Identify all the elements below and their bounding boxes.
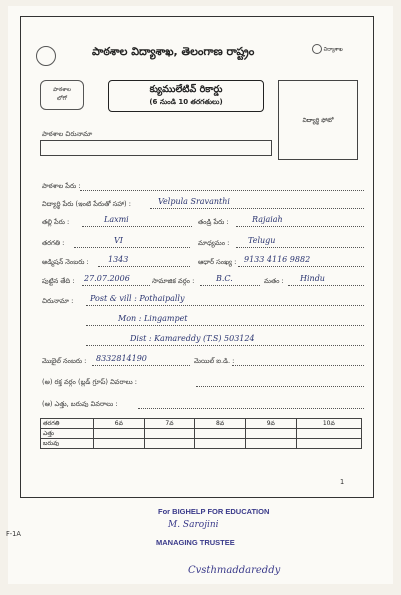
table-cell: [94, 429, 145, 439]
table-header-cell: 6వ: [94, 419, 145, 429]
school-logo-box: [40, 80, 84, 110]
emblem-icon: [312, 44, 322, 54]
social-category-label: సామాజిక వర్గం :: [152, 277, 195, 285]
school-name-label: పాఠశాల పేరు :: [42, 182, 81, 190]
stamp-designation: MANAGING TRUSTEE: [156, 538, 235, 547]
aadhaar-number-label: ఆధార్ సంఖ్య :: [198, 258, 237, 266]
table-cell: [296, 429, 361, 439]
record-title: క్యుములేటివ్ రికార్డు: [149, 84, 223, 95]
mobile-number-line: [92, 365, 190, 366]
religion-label: మతం :: [264, 277, 284, 285]
right-logo-text: విద్యాశాఖ: [323, 46, 343, 53]
social-category-value: B.C.: [216, 274, 233, 283]
student-name-value: Velpula Sravanthi: [158, 197, 230, 206]
medium-label: మాధ్యమం :: [198, 239, 230, 247]
table-row: [41, 429, 362, 439]
telangana-seal-icon: [36, 46, 56, 66]
address-value-3: Dist : Kamareddy (T.S) 503124: [130, 334, 255, 343]
form-code: F-1A: [6, 530, 21, 538]
mobile-number-value: 8332814190: [96, 354, 147, 363]
logo-label-logo: లోగో: [56, 96, 68, 102]
table-cell: [144, 439, 195, 449]
table-header-cell: 8వ: [195, 419, 246, 429]
email-id-label: మెయిల్ ఐ.డి. :: [194, 357, 235, 365]
table-cell: [195, 439, 246, 449]
record-subtitle: (6 నుండి 10 తరగతులు): [149, 98, 223, 106]
student-photo-box: [278, 80, 358, 160]
table-header-cell: 9వ: [245, 419, 296, 429]
mother-name-value: Laxmi: [104, 215, 129, 224]
table-header-cell: 7వ: [144, 419, 195, 429]
photo-label: విద్యార్థి ఫోటో: [302, 117, 334, 124]
address-value-1: Post & vill : Pothaipally: [90, 294, 185, 303]
admission-number-label: అడ్మిషన్ నెంబరు :: [42, 258, 89, 266]
student-name-line: [150, 208, 364, 209]
table-cell: [245, 439, 296, 449]
admission-number-value: 1343: [108, 255, 129, 264]
medium-value: Telugu: [248, 236, 276, 245]
father-name-label: తండ్రి పేరు :: [198, 218, 229, 226]
religion-line: [288, 285, 364, 286]
blood-group-label: (అ) రక్త వర్గం (బ్లడ్ గ్రూప్) వివరాలు :: [42, 378, 137, 386]
title-box: [108, 80, 264, 112]
date-of-birth-value: 27.07.2006: [84, 274, 130, 283]
table-header-cell: 10వ: [296, 419, 361, 429]
table-row-weight-label: బరువు: [41, 439, 94, 449]
trustee-signature: M. Sarojini: [168, 520, 219, 530]
father-name-value: Rajaiah: [252, 215, 283, 224]
class-value: VI: [114, 236, 123, 245]
table-row-height-label: ఎత్తు: [41, 429, 94, 439]
address-line-1: [86, 305, 364, 306]
address-value-2: Mon : Lingampet: [118, 314, 188, 323]
table-cell: [296, 439, 361, 449]
page-number: 1: [340, 478, 345, 486]
school-name-line: [80, 190, 364, 191]
mobile-number-label: మొబైల్ నంబరు :: [42, 357, 87, 365]
aadhaar-number-line: [238, 266, 364, 267]
medium-line: [236, 247, 364, 248]
height-weight-line: [138, 408, 364, 409]
date-of-birth-label: పుట్టిన తేది :: [42, 277, 75, 285]
stamp-organization: For BIGHELP FOR EDUCATION: [158, 507, 270, 516]
address-line-2: [86, 325, 364, 326]
class-label: తరగతి :: [42, 239, 65, 247]
social-category-line: [200, 285, 260, 286]
father-name-line: [236, 226, 364, 227]
email-id-line: [232, 365, 364, 366]
date-of-birth-line: [82, 285, 150, 286]
table-header-class: తరగతి: [41, 419, 94, 429]
address-line-3: [86, 345, 364, 346]
height-weight-label: (ఆ) ఎత్తు, బరువు వివరాలు :: [42, 400, 118, 408]
blood-group-line: [196, 386, 364, 387]
school-address-box: [40, 140, 272, 156]
mother-name-line: [82, 226, 192, 227]
class-line: [74, 247, 190, 248]
school-address-label: పాఠశాల చిరునామా: [42, 130, 93, 138]
table-row: [41, 439, 362, 449]
table-header-row: [41, 419, 362, 429]
logo-label-school: పాఠశాల: [53, 87, 71, 93]
bottom-signature: Cvsthmaddareddy: [188, 565, 281, 576]
height-weight-table: [40, 418, 362, 449]
table-cell: [94, 439, 145, 449]
table-cell: [144, 429, 195, 439]
religion-value: Hindu: [300, 274, 325, 283]
table-cell: [195, 429, 246, 439]
aadhaar-number-value: 9133 4116 9882: [244, 255, 311, 264]
education-department-logo: [312, 44, 343, 54]
table-cell: [245, 429, 296, 439]
student-name-label: విద్యార్థి పేరు (ఇంటి పేరుతో సహా) :: [42, 200, 131, 208]
department-heading: పాఠశాల విద్యాశాఖ, తెలంగాణ రాష్ట్రం: [92, 45, 255, 58]
mother-name-label: తల్లి పేరు :: [42, 218, 70, 226]
admission-number-line: [98, 266, 190, 267]
address-label: చిరునామా :: [42, 297, 74, 305]
